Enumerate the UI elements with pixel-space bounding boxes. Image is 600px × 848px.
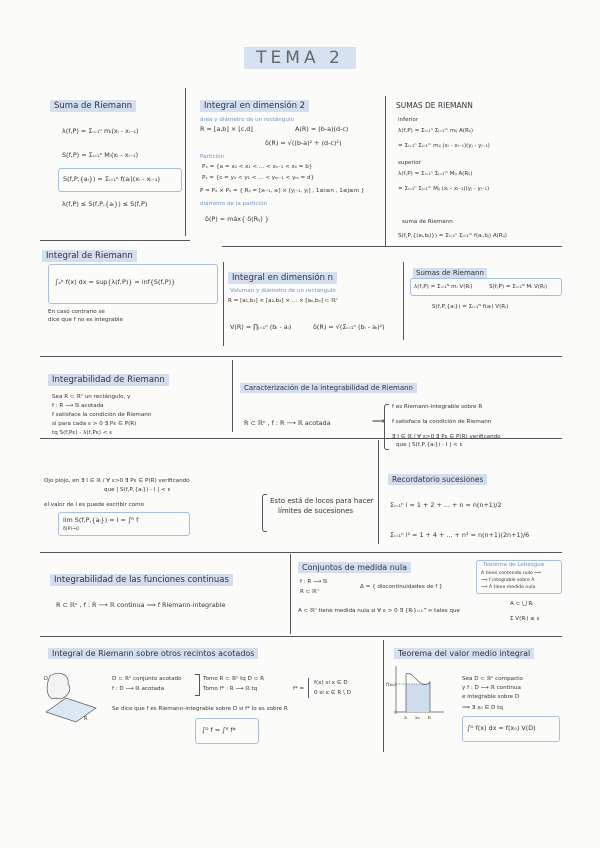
condition-integrable: f es Riemann-integrable sobre R bbox=[392, 404, 483, 410]
section-heading-continuas: Integrabilidad de las funciones continuas bbox=[50, 574, 233, 586]
brace bbox=[384, 404, 389, 450]
lower-sum: λ(f,P) = Σᵢ₌₁ⁿ mᵢ(xᵢ - xᵢ₋₁) bbox=[62, 127, 139, 135]
superior-sum-expanded: = Σᵢ₌₁ⁿ Σⱼ₌₁ᵐ Mᵢⱼ (xᵢ - xᵢ₋₁)(yⱼ - yⱼ₋₁) bbox=[398, 186, 490, 192]
partition-label: Partición bbox=[200, 154, 225, 160]
note-volume: Volumen y diámetro de un rectángulo bbox=[230, 288, 336, 294]
r-set: R ⊂ ℝⁿ bbox=[300, 589, 319, 595]
valor-medio-line-4: ⟹ ∃ x₀ ∈ D tq bbox=[462, 705, 503, 711]
valor-medio-line-1: Sea D ⊂ ℝⁿ compacto bbox=[462, 676, 523, 682]
valor-medio-line-3: e integrable sobre D bbox=[462, 694, 520, 700]
section-heading-sumas-2d: SUMAS DE RIEMANN bbox=[396, 101, 473, 110]
sum-i-squared: Σᵢ₌₁ⁿ i² = 1 + 4 + ... + n² = n(n+1)(2n+1)/6 bbox=[390, 531, 530, 539]
ojo-right-1: Esto está de locos para hacer bbox=[270, 497, 374, 505]
otros-line-2: f : D ⟶ ℝ acotada bbox=[112, 686, 165, 692]
otros-formula: ∫ᴰ f = ∫ᴿ f* bbox=[202, 726, 236, 734]
otros-line-1b: Tomo R ⊂ ℝⁿ tq D ⊂ R bbox=[203, 676, 265, 682]
otros-formula-box bbox=[195, 718, 259, 744]
condition-limit-2: que | S(f,P,{aᵢ}) - I | < ε bbox=[396, 442, 463, 448]
superior-sum: λ(f,P) = Σᵢ₌₁ⁿ Σⱼ₌₁ᵐ Mᵢⱼ A(Rᵢⱼ) bbox=[398, 171, 473, 177]
note-line-2: dice que f no es integrable bbox=[48, 317, 123, 323]
mean-value-figure bbox=[386, 664, 448, 720]
limit-formula-box bbox=[58, 512, 190, 536]
divider bbox=[185, 88, 186, 236]
inferior-sum: λ(f,P) = Σᵢ₌₁ⁿ Σⱼ₌₁ᵐ mᵢⱼ A(Rᵢⱼ) bbox=[398, 128, 474, 134]
piecewise-brace bbox=[308, 678, 312, 698]
partition: P = Pₓ × Pᵧ = { Rᵢⱼ = [xᵢ₋₁, xᵢ] × [yⱼ₋₁, yⱼ] , 1≤i≤n , 1≤j≤m } bbox=[200, 188, 365, 194]
rect-def-n: R = [a₁,b₁] × [a₂,b₂] × ... × [aₙ,bₙ] ⊂ ℝⁿ bbox=[228, 298, 338, 304]
divider bbox=[383, 640, 384, 752]
general-sum-n: S(f,P,{aᵢ}) = Σᵢ₌₁ᴺ f(aᵢ) V(Rᵢ) bbox=[432, 304, 509, 310]
partition-x: Pₓ = {a = x₀ < x₁ < ... < xₙ₋₁ < xₙ = b} bbox=[202, 164, 313, 170]
continuas-statement: R ⊂ ℝⁿ , f : R ⟶ ℝ continua ⟹ f Riemann-integrable bbox=[56, 601, 226, 609]
note-line-1: En caso contrario se bbox=[48, 309, 105, 315]
riemann-sum-2d: S(f,P,{(aᵢ,bⱼ)}) = Σᵢ₌₁ⁿ Σⱼ₌₁ᵐ f(aᵢ,bⱼ) A(Rᵢⱼ) bbox=[398, 233, 507, 239]
figure-label-r: R bbox=[84, 716, 88, 722]
f-map: f : R ⟶ ℝ bbox=[300, 579, 328, 585]
condition-limit: ∃ I ∈ ℝ / ∀ ε>0 ∃ Pε ∈ P(R) verificando bbox=[392, 434, 501, 440]
lebesgue-line-3: ⟹ A tiene medida nula bbox=[481, 585, 536, 590]
integrabilidad-line-3: f satisface la condición de Riemann bbox=[52, 412, 152, 418]
valor-medio-formula: ∫ᴰ f(x) dx = f(x₀) V(D) bbox=[467, 724, 536, 732]
sum-i: Σᵢ₌₁ⁿ i = 1 + 2 + ... + n = n(n+1)/2 bbox=[390, 501, 502, 509]
figure-label-d: D bbox=[44, 676, 48, 682]
diam-def-n: δ(R) = √(Σᵢ₌₁ⁿ (bᵢ - aᵢ)²) bbox=[313, 323, 385, 331]
divider bbox=[40, 636, 562, 637]
piecewise-lead: f* = bbox=[293, 686, 305, 692]
section-heading-recordatorio: Recordatorio sucesiones bbox=[388, 474, 487, 485]
section-heading-medida-nula: Conjuntos de medida nula bbox=[298, 562, 411, 573]
diam-partition-label: diámetro de la partición bbox=[200, 201, 268, 207]
medida-nula-statement: A ⊂ ℝⁿ tiene medida nula si ∀ ε > 0 ∃ {Rᵢ}ᵢ₌₁^∞ tales que bbox=[298, 608, 461, 614]
lebesgue-title: Teorema de Lebesgue bbox=[483, 562, 545, 568]
volume-def: V(R) = ∏ᵢ₌₁ⁿ (bᵢ - aᵢ) bbox=[230, 323, 292, 331]
divider bbox=[40, 240, 190, 241]
implies-arrow: ⟹ bbox=[372, 417, 385, 427]
riemann-sum-box bbox=[58, 168, 182, 192]
integral-def-box bbox=[48, 264, 218, 304]
section-heading-caracterizacion: Caracterización de la integrabilidad de Riemann bbox=[240, 383, 417, 393]
integrabilidad-line-2: f : R ⟶ ℝ acotada bbox=[52, 403, 104, 409]
lower-sum-n: λ(f,P) = Σᵢ₌₁ᴺ mᵢ V(Rᵢ) bbox=[414, 284, 473, 290]
area-def: A(R) = (b-a)(d-c) bbox=[295, 125, 349, 133]
volume-condition: Σ V(Rᵢ) ≤ ε bbox=[510, 616, 540, 622]
piecewise-case-2: 0 si x ∈ R \ D bbox=[314, 690, 351, 696]
diam-def: δ(R) = √((b-a)² + (d-c)²) bbox=[265, 139, 342, 147]
lebesgue-box bbox=[476, 560, 562, 594]
figure-label-a: a bbox=[404, 716, 407, 720]
lebesgue-line-2: ⟹ f integrable sobre A bbox=[481, 578, 535, 583]
section-heading-integral-riemann: Integral de Riemann bbox=[42, 250, 137, 262]
integrabilidad-line-1: Sea R ⊂ ℝⁿ un rectángulo, y bbox=[52, 394, 131, 400]
region-d-in-r-figure bbox=[40, 668, 100, 724]
inferior-sum-expanded: = Σᵢ₌₁ⁿ Σⱼ₌₁ᵐ mᵢⱼ (xᵢ - xᵢ₋₁)(yⱼ - yⱼ₋₁) bbox=[398, 143, 490, 149]
suma-label: suma de Riemann bbox=[402, 219, 453, 225]
ojo-line-2: que | S(f,P,{aᵢ}) - I | < ε bbox=[104, 487, 171, 493]
note-area: área y diámetro de un rectángulo bbox=[200, 117, 294, 123]
sums-n-box bbox=[410, 278, 562, 296]
sum-inequality: λ(f,P) ≤ S(f,P,{aᵢ}) ≤ S(f,P) bbox=[62, 200, 148, 208]
ojo-line-1: Ojo piojo, en ∃ I ∈ ℝ / ∀ ε>0 ∃ Pε ∈ P(R) verificando bbox=[44, 478, 190, 484]
otros-line-1: D ⊂ ℝⁿ conjunto acotado bbox=[112, 676, 182, 682]
otros-line-2b: Tomo f* : R ⟶ ℝ tq bbox=[203, 686, 258, 692]
divider bbox=[222, 246, 562, 247]
page-title: TEMA 2 bbox=[0, 48, 600, 68]
section-heading-integral-dimn: Integral en dimensión n bbox=[228, 272, 337, 284]
ojo-line-3: el valor de I es puede escribir como bbox=[44, 502, 145, 508]
divider bbox=[378, 440, 379, 544]
valor-medio-line-2: y f : D ⟶ ℝ continua bbox=[462, 685, 521, 691]
divider bbox=[40, 356, 562, 357]
brace bbox=[262, 494, 267, 532]
partition-y: Pᵧ = {c = y₀ < y₁ < ... < yₘ₋₁ < yₘ = d} bbox=[202, 175, 315, 181]
caracterizacion-hypothesis: R ⊂ ℝⁿ , f : R ⟶ ℝ acotada bbox=[244, 419, 331, 427]
divider bbox=[40, 552, 562, 553]
upper-sum-n: S(f,P) = Σᵢ₌₁ᴺ Mᵢ V(Rᵢ) bbox=[489, 284, 548, 290]
figure-label-x0: x₀ bbox=[415, 716, 420, 720]
figure-label-fx0: f(x₀) bbox=[386, 683, 396, 688]
divider bbox=[223, 262, 224, 346]
divider bbox=[232, 360, 233, 432]
riemann-sum: S(f,P,{aᵢ}) = Σᵢ₌₁ⁿ f(aᵢ)(xᵢ - xᵢ₋₁) bbox=[63, 175, 160, 183]
cover-condition: A ⊂ ⋃ Rᵢ bbox=[510, 601, 534, 607]
brace bbox=[195, 674, 200, 696]
inferior-label: inferior bbox=[398, 117, 419, 123]
upper-sum: S(f,P) = Σᵢ₌₁ⁿ Mᵢ(xᵢ - xᵢ₋₁) bbox=[62, 151, 139, 159]
divider bbox=[403, 262, 404, 340]
piecewise-case-1: f(x) si x ∈ D bbox=[314, 680, 348, 686]
diam-partition: δ(P) = máx{ δ(Rᵢⱼ) } bbox=[205, 215, 269, 223]
section-heading-otros-recintos: Integral de Riemann sobre otros recintos acotados bbox=[48, 648, 258, 659]
section-heading-suma-riemann: Suma de Riemann bbox=[50, 100, 136, 112]
integrabilidad-line-4: si para cada ε > 0 ∃ Pε ∈ P(R) bbox=[52, 421, 137, 427]
superior-label: superior bbox=[398, 160, 422, 166]
lebesgue-line-1: A tiene contenido nulo ⟹ bbox=[481, 571, 541, 576]
figure-label-b: b bbox=[428, 716, 431, 720]
limit-subscript: δ(P)→0 bbox=[63, 527, 79, 532]
divider bbox=[290, 554, 291, 634]
rect-def: R = [a,b] × [c,d] bbox=[200, 125, 253, 133]
section-heading-sumas-n: Sumas de Riemann bbox=[413, 268, 487, 278]
delta-set: Δ = { discontinuidades de f } bbox=[360, 584, 443, 590]
limit-formula: lim S(f,P,{aᵢ}) = I = ∫ᴿ f bbox=[63, 516, 139, 524]
section-heading-valor-medio: Teorema del valor medio integral bbox=[394, 648, 534, 659]
otros-line-3: Se dice que f es Riemann-integrable sobre D si f* lo es sobre R bbox=[112, 706, 288, 712]
condition-riemann: f satisface la condición de Riemann bbox=[392, 419, 492, 425]
valor-medio-formula-box bbox=[462, 716, 560, 742]
ojo-right-2: límites de sucesiones bbox=[278, 507, 354, 515]
integral-def: ∫ₐᵇ f(x) dx = sup{λ(f,P)} = inf{S(f,P)} bbox=[55, 278, 176, 286]
integrabilidad-line-5: tq S(f,Pε) - λ(f,Pε) < ε bbox=[52, 430, 113, 436]
divider bbox=[385, 96, 386, 246]
section-heading-integral-dim2: Integral en dimensión 2 bbox=[200, 100, 309, 112]
section-heading-integrabilidad: Integrabilidad de Riemann bbox=[48, 374, 169, 386]
